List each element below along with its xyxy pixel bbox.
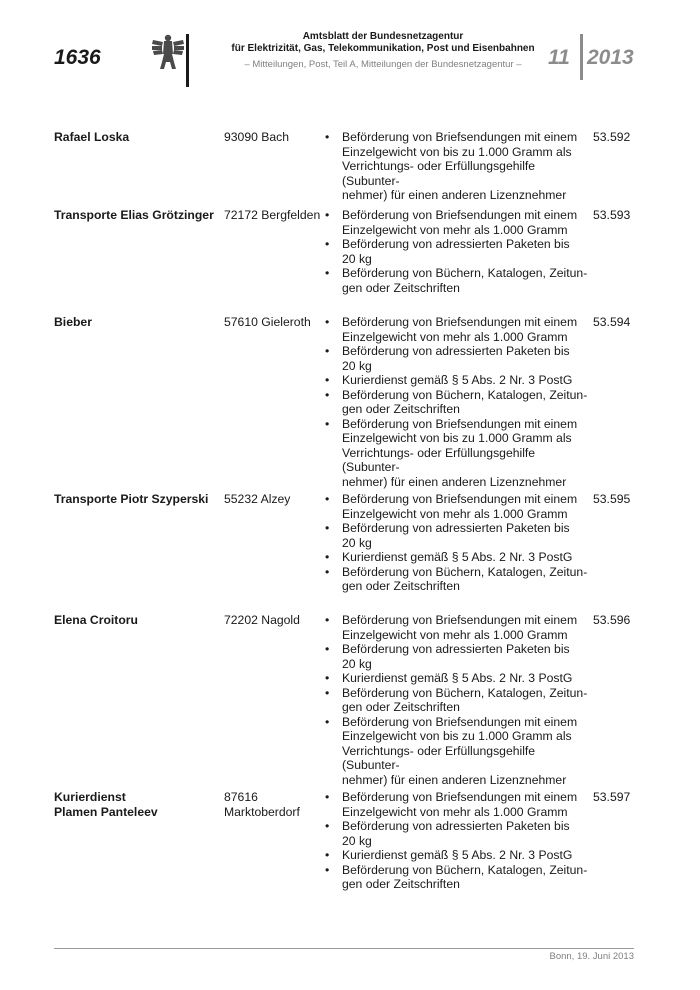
license-number: 53.592 [593, 130, 631, 144]
service-text-line: Einzelgewicht von bis zu 1.000 Gramm als [342, 431, 572, 445]
service-item [325, 613, 593, 642]
service-text-line: Einzelgewicht von mehr als 1.000 Gramm [342, 804, 568, 819]
licensee-location-line: 55232 Alzey [224, 492, 291, 506]
service-list [325, 315, 593, 489]
service-text-line: nehmer) für einen anderen Lizenznehmer [342, 188, 567, 202]
licensee-location-line: 87616 [224, 790, 258, 804]
bullet-icon: • [325, 550, 330, 564]
journal-subtitle: für Elektrizität, Gas, Telekommunikation, Post und Eisenbahnen [231, 43, 535, 54]
service-text-line: Beförderung von Büchern, Katalogen, Zeitun- [342, 862, 588, 877]
licensee-name-line: Transporte Piotr Szyperski [54, 492, 209, 506]
bullet-icon: • [325, 521, 330, 535]
bullet-icon: • [325, 613, 330, 627]
service-item [325, 819, 593, 848]
service-text-line: Kurierdienst gemäß § 5 Abs. 2 Nr. 3 PostG [342, 373, 573, 387]
service-item [325, 863, 593, 892]
issue-number: 11 [548, 46, 570, 69]
service-text-line: gen oder Zeitschriften [342, 579, 460, 593]
licensee-location-line: Marktoberdorf [224, 804, 300, 819]
service-list [325, 492, 593, 594]
licensee-location [224, 790, 324, 819]
bullet-icon: • [325, 790, 330, 804]
service-text-line: Beförderung von Büchern, Katalogen, Zeitun- [342, 685, 588, 700]
service-text-line: Einzelgewicht von mehr als 1.000 Gramm [342, 329, 568, 344]
bullet-icon: • [325, 344, 330, 358]
service-text-line: Kurierdienst gemäß § 5 Abs. 2 Nr. 3 PostG [342, 671, 573, 685]
footer-date: Bonn, 19. Juni 2013 [549, 951, 634, 962]
bullet-icon: • [325, 564, 330, 579]
service-item [325, 492, 593, 521]
service-item [325, 237, 593, 266]
bullet-icon: • [325, 130, 330, 144]
service-item [325, 417, 593, 490]
license-number: 53.595 [593, 492, 631, 506]
service-item [325, 388, 593, 417]
licensee-name-line: Elena Croitoru [54, 613, 138, 627]
licensee-location-line: 72172 Bergfelden [224, 208, 321, 222]
licensee-name-line: Plamen Panteleev [54, 804, 158, 819]
bullet-icon: • [325, 862, 330, 877]
service-item [325, 550, 593, 565]
service-text-line: 20 kg [342, 535, 372, 550]
license-number: 53.597 [593, 790, 631, 804]
license-number: 53.593 [593, 208, 631, 222]
service-text-line: Beförderung von Briefsendungen mit einem [342, 315, 578, 329]
license-number: 53.594 [593, 315, 631, 329]
service-text-line: 20 kg [342, 833, 372, 848]
bullet-icon: • [325, 819, 330, 833]
service-text-line: Beförderung von adressierten Paketen bis [342, 344, 570, 358]
bullet-icon: • [325, 266, 330, 280]
service-item [325, 715, 593, 788]
service-text-line: Kurierdienst gemäß § 5 Abs. 2 Nr. 3 PostG [342, 550, 573, 564]
service-text-line: gen oder Zeitschriften [342, 700, 460, 714]
service-text-line: gen oder Zeitschriften [342, 402, 460, 416]
service-text-line: 20 kg [342, 656, 372, 671]
service-list [325, 613, 593, 787]
service-item [325, 671, 593, 686]
page-number: 1636 [54, 46, 101, 69]
service-text-line: Einzelgewicht von bis zu 1.000 Gramm als [342, 729, 572, 743]
service-text-line: Beförderung von Briefsendungen mit einem [342, 130, 578, 144]
bullet-icon: • [325, 373, 330, 387]
service-text-line: Verrichtungs- oder Erfüllungsgehilfe (Subunter- [342, 743, 536, 772]
service-list [325, 790, 593, 892]
service-text-line: 20 kg [342, 251, 372, 266]
service-text-line: Beförderung von Briefsendungen mit einem [342, 790, 578, 804]
licensee-location [224, 130, 324, 145]
licensee-location [224, 315, 324, 330]
licensee-location [224, 613, 324, 628]
service-item [325, 208, 593, 237]
service-text-line: Einzelgewicht von mehr als 1.000 Gramm [342, 222, 568, 237]
service-text-line: Beförderung von Briefsendungen mit einem [342, 714, 578, 729]
licensee-name-line: Transporte Elias Grötzinger [54, 208, 214, 222]
bullet-icon: • [325, 237, 330, 251]
section-subtitle: – Mitteilungen, Post, Teil A, Mitteilungen der Bundesnetzagentur – [244, 59, 522, 70]
service-item [325, 521, 593, 550]
licensee-name [54, 492, 219, 507]
service-text-line: Einzelgewicht von mehr als 1.000 Gramm [342, 627, 568, 642]
licensee-name [54, 130, 219, 145]
license-number: 53.596 [593, 613, 631, 627]
issue-year: 2013 [587, 46, 634, 69]
bullet-icon: • [325, 848, 330, 862]
service-text-line: Verrichtungs- oder Erfüllungsgehilfe (Subunter- [342, 159, 536, 188]
service-text-line: Beförderung von adressierten Paketen bis [342, 521, 570, 535]
service-text-line: Kurierdienst gemäß § 5 Abs. 2 Nr. 3 PostG [342, 848, 573, 862]
service-text-line: Beförderung von adressierten Paketen bis [342, 819, 570, 833]
service-item [325, 642, 593, 671]
service-item [325, 315, 593, 344]
service-item [325, 686, 593, 715]
footer-divider [54, 948, 634, 949]
licensee-location-line: 72202 Nagold [224, 613, 300, 627]
service-text-line: Verrichtungs- oder Erfüllungsgehilfe (Subunter- [342, 445, 536, 474]
licensee-name-line: Bieber [54, 315, 92, 329]
bullet-icon: • [325, 642, 330, 656]
federal-eagle-icon [151, 32, 185, 72]
bullet-icon: • [325, 685, 330, 700]
licensee-location-line: 93090 Bach [224, 130, 290, 144]
service-text-line: Beförderung von Briefsendungen mit einem [342, 492, 578, 506]
licensee-name-line: Rafael Loska [54, 130, 130, 144]
service-list [325, 130, 593, 203]
bullet-icon: • [325, 208, 330, 222]
service-text-line: Einzelgewicht von bis zu 1.000 Gramm als [342, 144, 572, 159]
page-header [0, 0, 700, 100]
service-text-line: Beförderung von adressierten Paketen bis [342, 642, 570, 656]
licensee-name [54, 208, 219, 223]
bullet-icon: • [325, 315, 330, 329]
service-item [325, 790, 593, 819]
service-text-line: nehmer) für einen anderen Lizenznehmer [342, 772, 567, 787]
service-text-line: Beförderung von Briefsendungen mit einem [342, 613, 578, 627]
licensee-location-line: 57610 Gieleroth [224, 315, 311, 329]
service-text-line: Beförderung von Büchern, Katalogen, Zeitun- [342, 564, 588, 579]
service-text-line: Beförderung von adressierten Paketen bis [342, 237, 570, 251]
bullet-icon: • [325, 387, 330, 402]
journal-title: Amtsblatt der Bundesnetzagentur [302, 31, 464, 42]
service-item [325, 130, 593, 203]
licensee-name-line: Kurierdienst [54, 790, 126, 804]
service-item [325, 565, 593, 594]
bullet-icon: • [325, 492, 330, 506]
licensee-name [54, 315, 219, 330]
service-text-line: Beförderung von Büchern, Katalogen, Zeitun- [342, 387, 588, 402]
bullet-icon: • [325, 416, 330, 431]
licensee-location [224, 492, 324, 507]
issue-divider [580, 34, 583, 80]
service-text-line: nehmer) für einen anderen Lizenznehmer [342, 474, 567, 489]
service-text-line: gen oder Zeitschriften [342, 280, 460, 295]
service-text-line: gen oder Zeitschriften [342, 877, 460, 891]
bullet-icon: • [325, 671, 330, 685]
service-text-line: Einzelgewicht von mehr als 1.000 Gramm [342, 506, 568, 521]
licensee-location [224, 208, 324, 223]
service-item [325, 848, 593, 863]
service-text-line: Beförderung von Briefsendungen mit einem [342, 416, 578, 431]
service-text-line: Beförderung von Briefsendungen mit einem [342, 208, 578, 222]
service-item [325, 373, 593, 388]
service-item [325, 266, 593, 295]
service-list [325, 208, 593, 295]
service-item [325, 344, 593, 373]
service-text-line: 20 kg [342, 358, 372, 373]
licensee-name [54, 790, 219, 819]
bullet-icon: • [325, 714, 330, 729]
licensee-name [54, 613, 219, 628]
service-text-line: Beförderung von Büchern, Katalogen, Zeitun- [342, 266, 588, 280]
